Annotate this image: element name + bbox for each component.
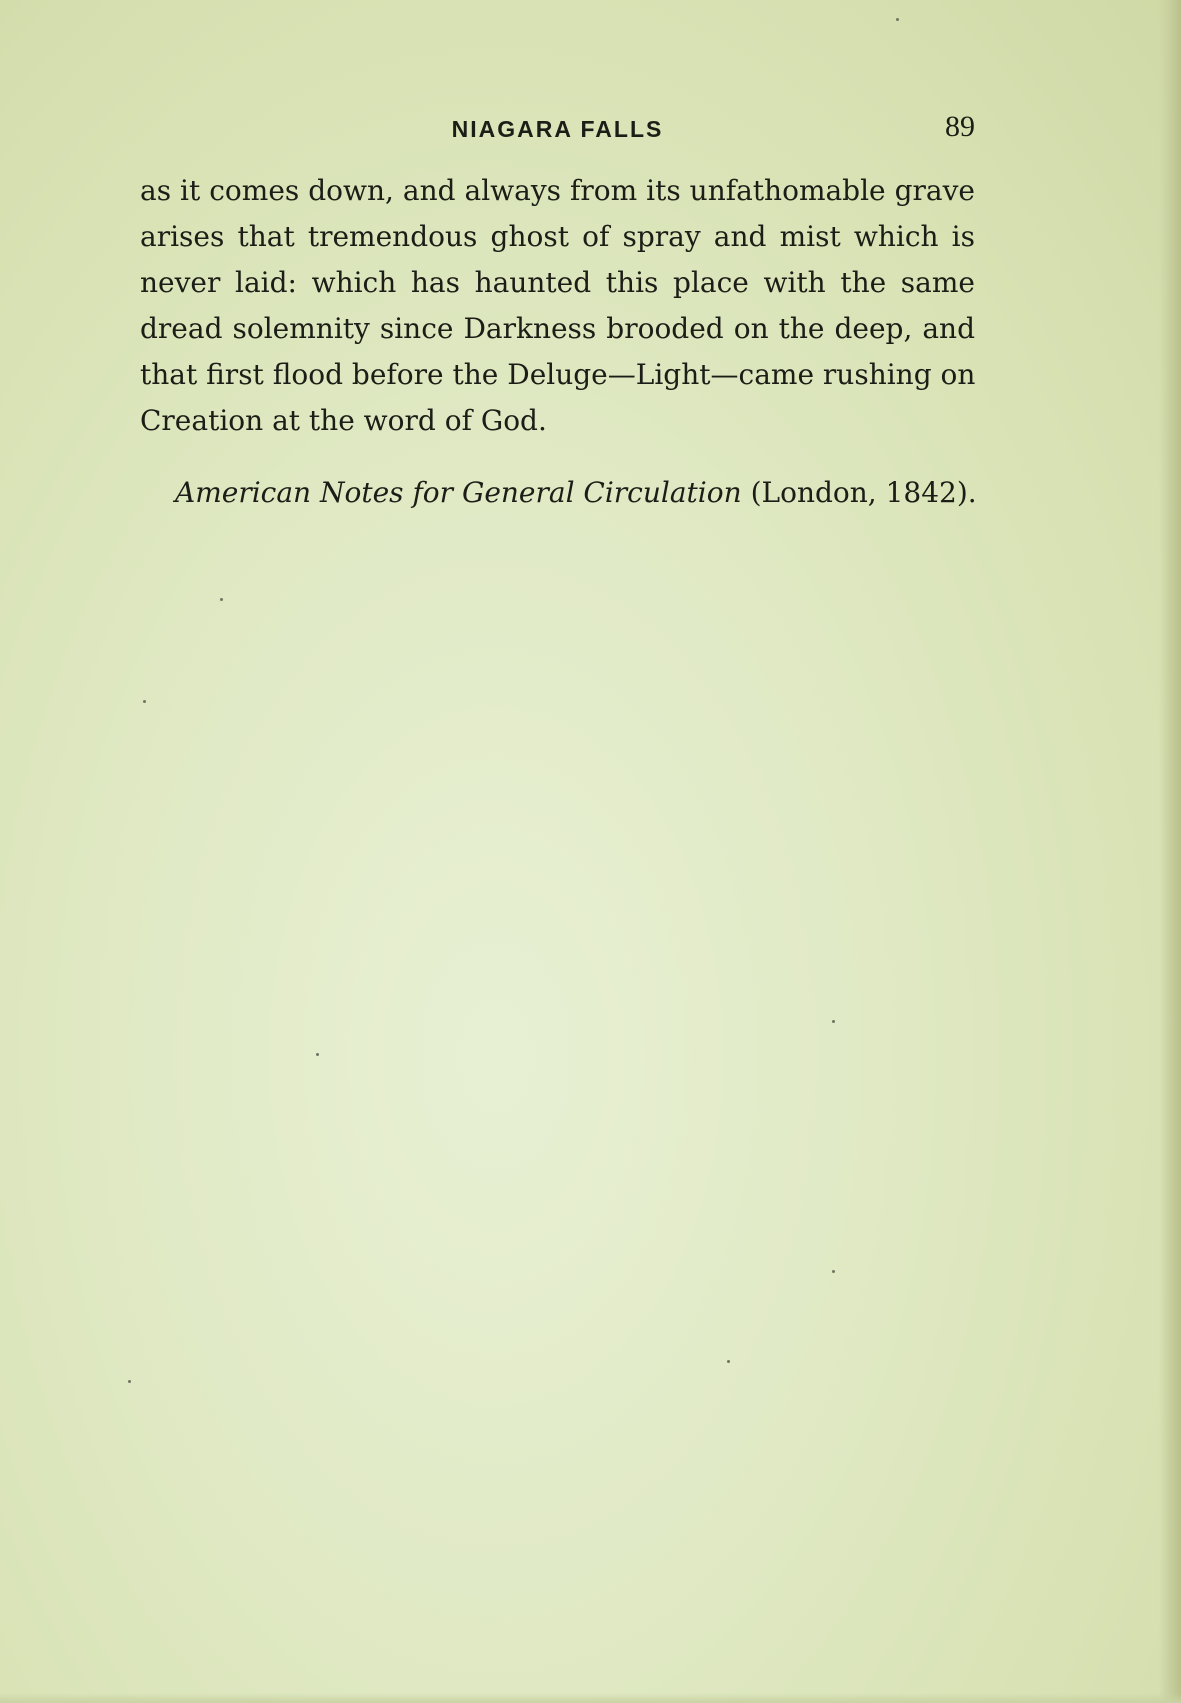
paper-speck xyxy=(220,598,223,601)
source-citation xyxy=(175,470,975,516)
text-line: that first flood before the Deluge—Light—came rushing on xyxy=(140,358,975,391)
running-head-title: NIAGARA FALLS xyxy=(451,116,664,142)
text-line: never laid: which has haunted this place with the same xyxy=(140,266,975,299)
citation-details: (London, 1842). xyxy=(750,476,977,509)
body-paragraph xyxy=(140,168,975,444)
paper-speck xyxy=(316,1053,319,1056)
text-line: arises that tremendous ghost of spray and mist which is xyxy=(140,220,975,253)
page-number: 89 xyxy=(945,110,975,143)
paper-speck xyxy=(143,700,146,703)
paper-speck xyxy=(128,1380,131,1383)
text-line: as it comes down, and always from its unfathomable grave xyxy=(140,174,975,207)
page-edge-shadow xyxy=(1159,0,1181,1703)
page-edge-shadow xyxy=(0,1693,1181,1703)
paper-speck xyxy=(896,18,899,21)
paper-speck xyxy=(832,1020,835,1023)
running-head xyxy=(140,110,975,150)
paper-speck xyxy=(832,1270,835,1273)
text-line: dread solemnity since Darkness brooded on the deep, and xyxy=(140,312,975,345)
citation-work-title: American Notes for General Circulation xyxy=(175,476,742,509)
text-line: Creation at the word of God. xyxy=(140,404,547,437)
paper-speck xyxy=(727,1360,730,1363)
